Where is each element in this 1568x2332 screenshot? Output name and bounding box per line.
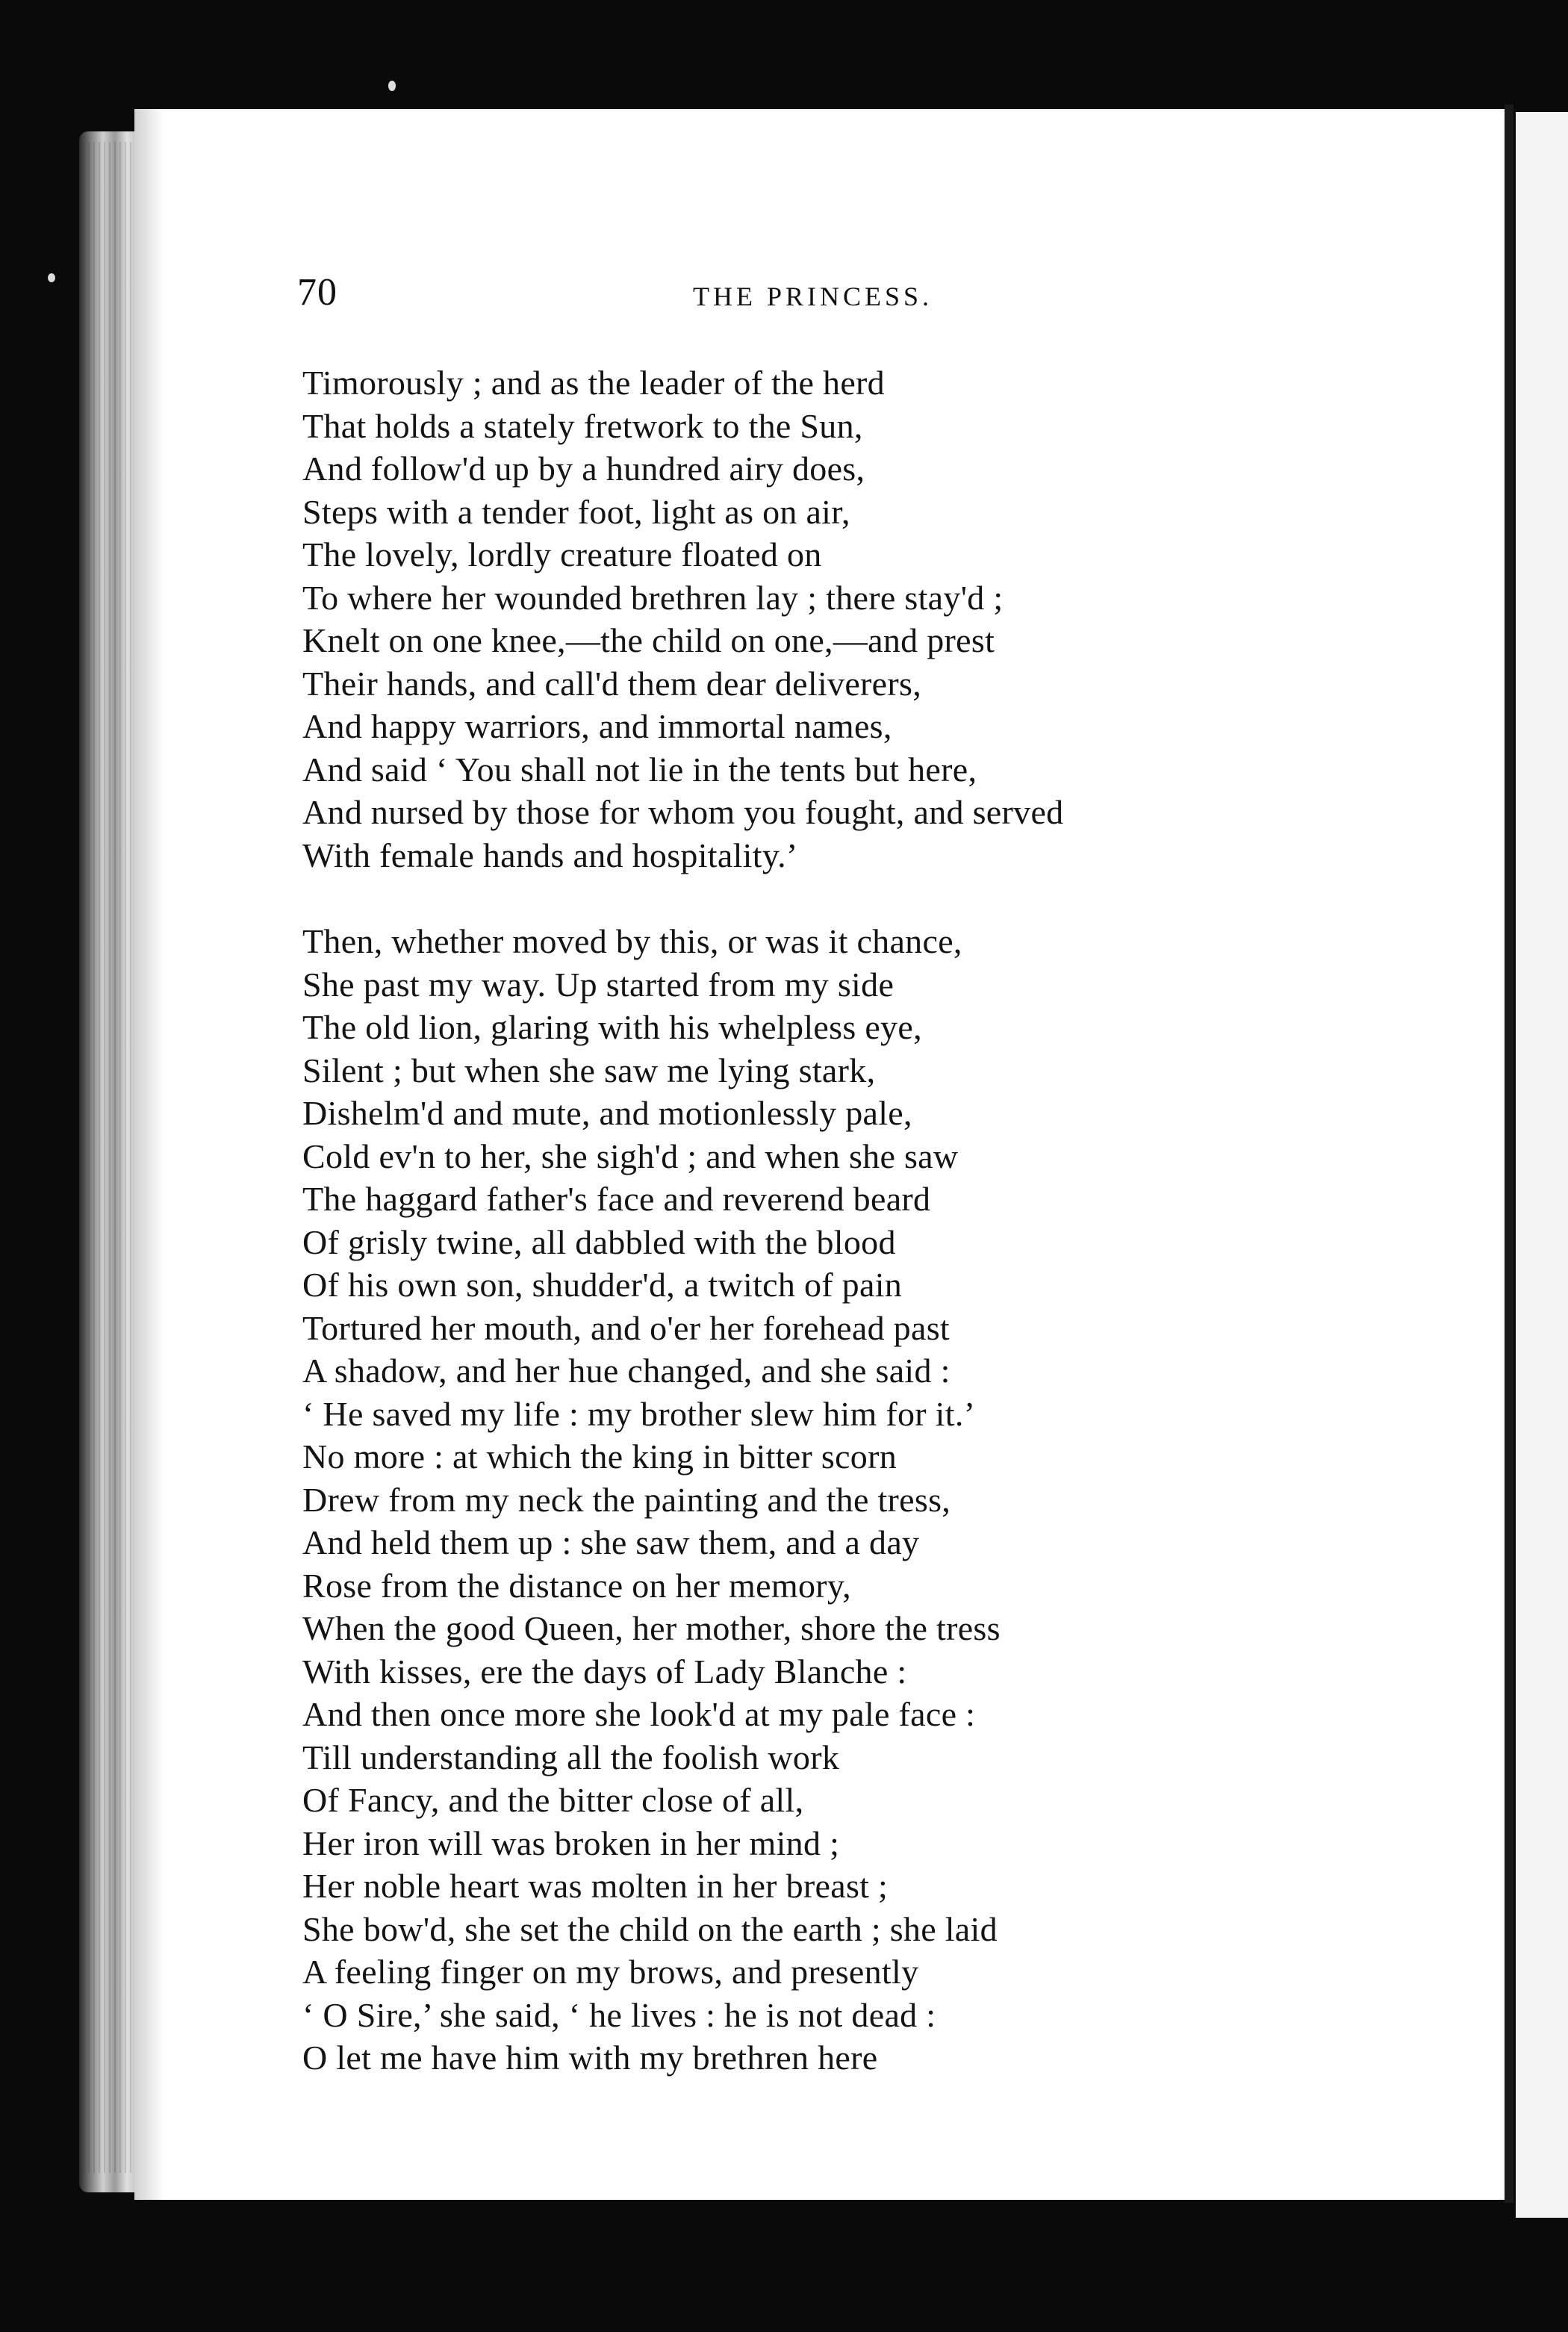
verse-line: Their hands, and call'd them dear deliverers, (302, 664, 922, 703)
verse-line: Then, whether moved by this, or was it chance, (302, 922, 962, 960)
scan-speck (48, 273, 55, 282)
verse-line: That holds a stately fretwork to the Sun, (302, 406, 863, 445)
verse-line: Of grisly twine, all dabbled with the blood (302, 1222, 896, 1261)
verse-line: And nursed by those for whom you fought, and served (302, 793, 1064, 831)
verse-line: Steps with a tender foot, light as on air, (302, 492, 850, 531)
verse-line: Her noble heart was molten in her breast ; (302, 1867, 889, 1905)
page-edge-texture (88, 142, 133, 2173)
verse-line: When the good Queen, her mother, shore the tress (302, 1609, 1001, 1647)
verse-line: The old lion, glaring with his whelpless eye, (302, 1008, 922, 1046)
verse-line: With kisses, ere the days of Lady Blanche : (302, 1652, 907, 1691)
verse-line: She past my way. Up started from my side (302, 965, 895, 1004)
verse-line: No more : at which the king in bitter scorn (302, 1437, 897, 1476)
verse-line: With female hands and hospitality.’ (302, 836, 798, 874)
running-head: THE PRINCESS. (693, 282, 933, 311)
verse-line: Dishelm'd and mute, and motionlessly pale, (302, 1094, 912, 1132)
verse-line: And follow'd up by a hundred airy does, (302, 450, 865, 488)
verse-line: She bow'd, she set the child on the earth ; she laid (302, 1909, 998, 1948)
verse-line: ‘ O Sire,’ she said, ‘ he lives : he is not dead : (302, 1995, 936, 2034)
verse-line: ‘ He saved my life : my brother slew him for it.’ (302, 1394, 976, 1433)
verse-line: A feeling finger on my brows, and presently (302, 1953, 919, 1991)
gutter-shadow (134, 109, 164, 2200)
verse-line: Tortured her mouth, and o'er her forehead past (302, 1308, 950, 1347)
verse-line: Rose from the distance on her memory, (302, 1566, 851, 1605)
page-number: 70 (297, 271, 337, 314)
verse-line: Timorously ; and as the leader of the herd (302, 364, 885, 402)
stanza (302, 361, 1348, 877)
verse-line: O let me have him with my brethren here (302, 2039, 878, 2077)
verse-line: Of Fancy, and the bitter close of all, (302, 1781, 804, 1819)
verse-line: And said ‘ You shall not lie in the tents but here, (302, 750, 977, 789)
verse-line: Till understanding all the foolish work (302, 1738, 840, 1776)
scan-speck (388, 81, 396, 91)
facing-page (1516, 112, 1568, 2218)
verse-line: Knelt on one knee,—the child on one,—and prest (302, 621, 995, 659)
verse-line: Silent ; but when she saw me lying stark, (302, 1051, 876, 1089)
verse-line: Drew from my neck the painting and the tress, (302, 1480, 951, 1519)
facing-page-edge (1505, 105, 1513, 2203)
verse-line: To where her wounded brethren lay ; there stay'd ; (302, 578, 1004, 617)
verse-line: And happy warriors, and immortal names, (302, 707, 892, 745)
poem-text (302, 361, 1348, 2080)
verse-line: Of his own son, shudder'd, a twitch of pain (302, 1266, 903, 1304)
verse-line: A shadow, and her hue changed, and she said : (302, 1352, 951, 1390)
stanza (302, 920, 1348, 2080)
verse-line: Cold ev'n to her, she sigh'd ; and when she saw (302, 1137, 959, 1175)
verse-line: The haggard father's face and reverend beard (302, 1180, 931, 1218)
verse-line: And then once more she look'd at my pale face : (302, 1695, 976, 1733)
verse-line: The lovely, lordly creature floated on (302, 535, 822, 573)
verse-line: And held them up : she saw them, and a day (302, 1523, 920, 1561)
verse-line: Her iron will was broken in her mind ; (302, 1823, 840, 1862)
